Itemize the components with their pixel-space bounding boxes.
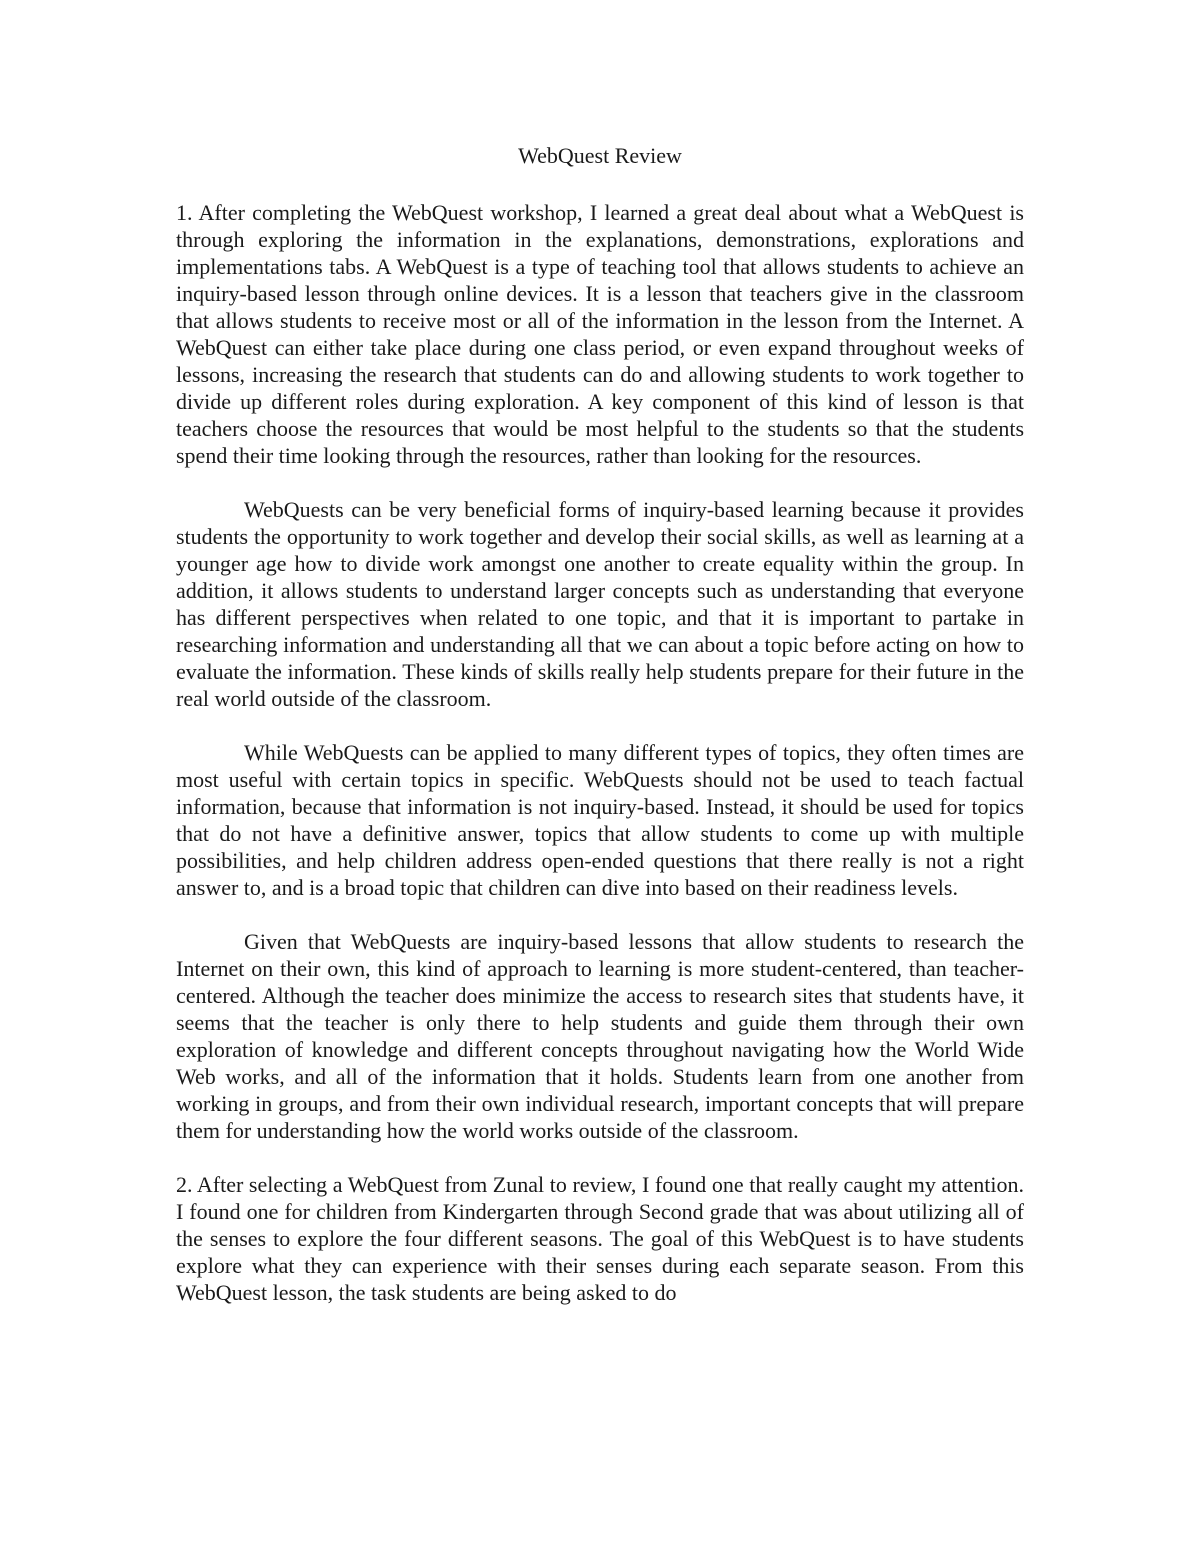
document-title: WebQuest Review [518,143,682,168]
paragraph-5: 2. After selecting a WebQuest from Zunal to review, I found one that really caught my attention. I found one for children from Kindergarten through Second grade that was about utilizing all of the senses to explore the four different seasons. The goal of this WebQuest is to have students explore what they can experience with their senses during each separate season. From this WebQuest lesson, the task students are being asked to do [176,1172,1024,1305]
paragraph-1: 1. After completing the WebQuest workshop, I learned a great deal about what a WebQuest is through exploring the information in the explanations, demonstrations, explorations and implementations tabs. A WebQuest is a type of teaching tool that allows students to achieve an inquiry-based lesson through online devices. It is a lesson that teachers give in the classroom that allows students to receive most or all of the information in the lesson from the Internet. A WebQuest can either take place during one class period, or even expand throughout weeks of lessons, increasing the research that students can do and allowing students to work together to divide up different roles during exploration. A key component of this kind of lesson is that teachers choose the resources that would be most helpful to the students so that the students spend their time looking through the resources, rather than looking for the resources. [176,200,1024,468]
paragraph-4: Given that WebQuests are inquiry-based lessons that allow students to research the Internet on their own, this kind of approach to learning is more student-centered, than teacher-centered. Although the teacher does minimize the access to research sites that students have, it seems that the teacher is only there to help students and guide them through their own exploration of knowledge and different concepts throughout navigating how the World Wide Web works, and all of the information that it holds. Students learn from one another from working in groups, and from their own individual research, important concepts that will prepare them for understanding how the world works outside of the classroom. [176,929,1024,1143]
paragraph-3: While WebQuests can be applied to many different types of topics, they often times are most useful with certain topics in specific. WebQuests should not be used to teach factual information, because that information is not inquiry-based. Instead, it should be used for topics that do not have a definitive answer, topics that allow students to come up with multiple possibilities, and help children address open-ended questions that there really is not a right answer to, and is a broad topic that children can dive into based on their readiness levels. [176,740,1024,900]
paragraph-2: WebQuests can be very beneficial forms of inquiry-based learning because it provides students the opportunity to work together and develop their social skills, as well as learning at a younger age how to divide work amongst one another to create equality within the group. In addition, it allows students to understand larger concepts such as understanding that everyone has different perspectives when related to one topic, and that it is important to partake in researching information and understanding all that we can about a topic before acting on how to evaluate the information. These kinds of skills really help students prepare for their future in the real world outside of the classroom. [176,497,1024,711]
document-page [176,140,1024,1333]
